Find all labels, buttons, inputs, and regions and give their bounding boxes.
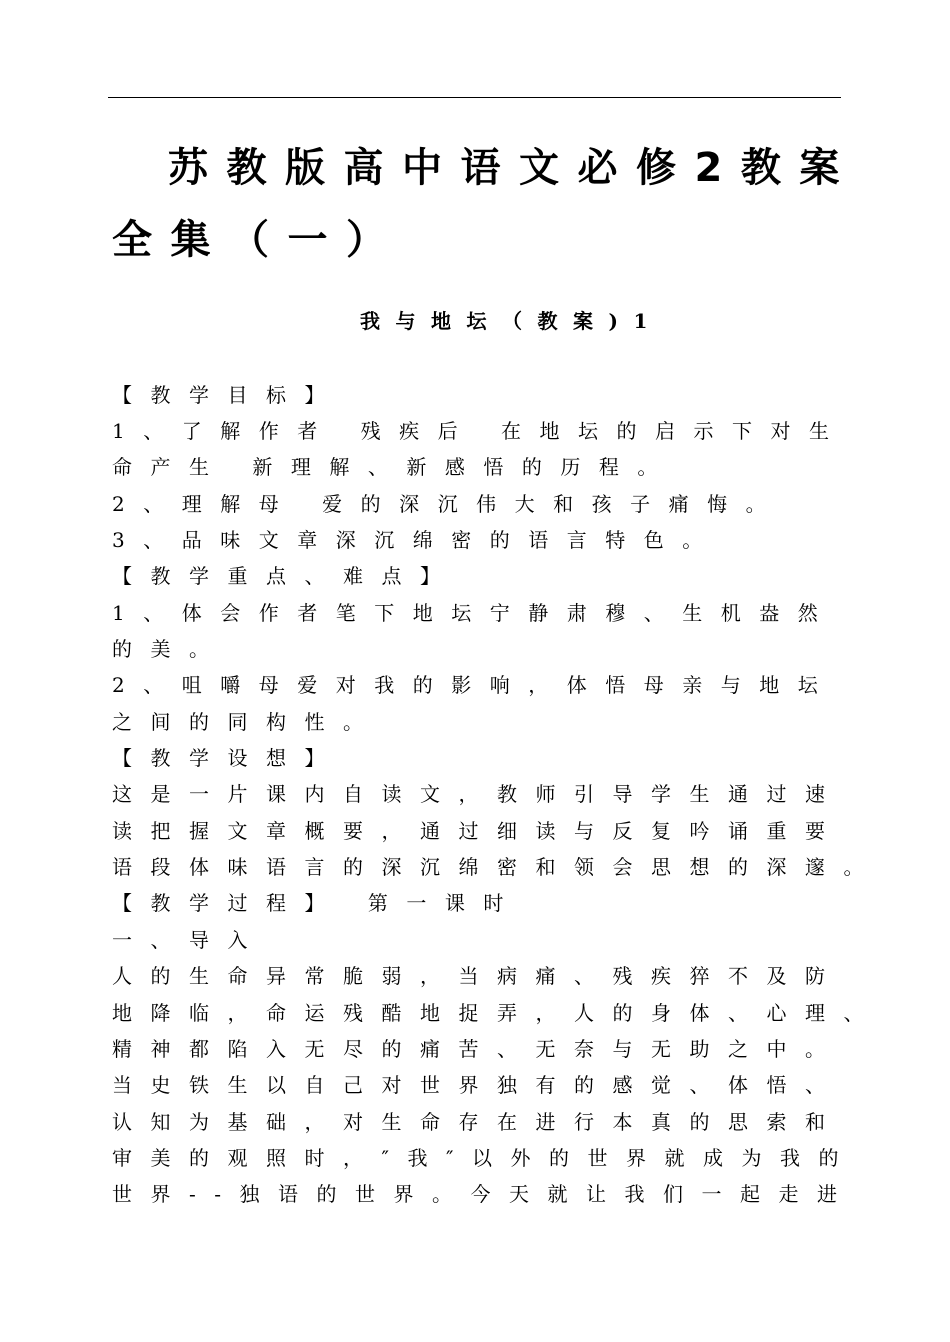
lesson-subtitle: 我与地坛（教案)1 (360, 309, 663, 333)
text-line: 世界--独语的世界。今天就让我们一起走进 (112, 1182, 856, 1206)
text-line: 之间的同构性。 (112, 710, 382, 734)
text-line: 1、了解作者 残疾后 在地坛的启示下对生 (112, 419, 848, 443)
document-title-line-2: 全集（一） (112, 217, 405, 263)
heading-teaching-goals: 【教学目标】 (112, 383, 343, 407)
top-rule (108, 97, 841, 98)
text-line: 2、理解母 爱的深沉伟大和孩子痛悔。 (112, 492, 785, 516)
text-line: 命产生 新理解、新感悟的历程。 (112, 455, 676, 479)
text-line: 认知为基础，对生命存在进行本真的思索和 (112, 1110, 844, 1134)
heading-teaching-plan: 【教学设想】 (112, 746, 343, 770)
text-line: 这是一片课内自读文，教师引导学生通过速 (112, 782, 844, 806)
heading-teaching-process: 【教学过程】 第一课时 (112, 891, 522, 915)
text-line: 2、咀嚼母爱对我的影响，体悟母亲与地坛 (112, 673, 837, 697)
text-line: 当史铁生以自己对世界独有的感觉、体悟、 (112, 1073, 844, 1097)
text-line: 地降临，命运残酷地捉弄，人的身体、心理、 (112, 1001, 882, 1025)
text-line: 审美的观照时，″我″以外的世界就成为我的 (112, 1146, 857, 1170)
heading-key-points: 【教学重点、难点】 (112, 564, 459, 588)
text-line: 1、体会作者笔下地坛宁静肃穆、生机盎然 (112, 601, 837, 625)
text-line: 语段体味语言的深沉绵密和领会思想的深邃。 (112, 855, 882, 879)
text-line: 读把握文章概要，通过细读与反复吟诵重要 (112, 819, 844, 843)
text-line: 3、品味文章深沉绵密的语言特色。 (112, 528, 721, 552)
document-title-line-1: 苏教版高中语文必修2教案 (168, 145, 858, 191)
text-line: 的美。 (112, 637, 228, 661)
heading-introduction: 一、导入 (112, 928, 266, 952)
text-line: 精神都陷入无尽的痛苦、无奈与无助之中。 (112, 1037, 844, 1061)
text-line: 人的生命异常脆弱，当病痛、残疾猝不及防 (112, 964, 844, 988)
